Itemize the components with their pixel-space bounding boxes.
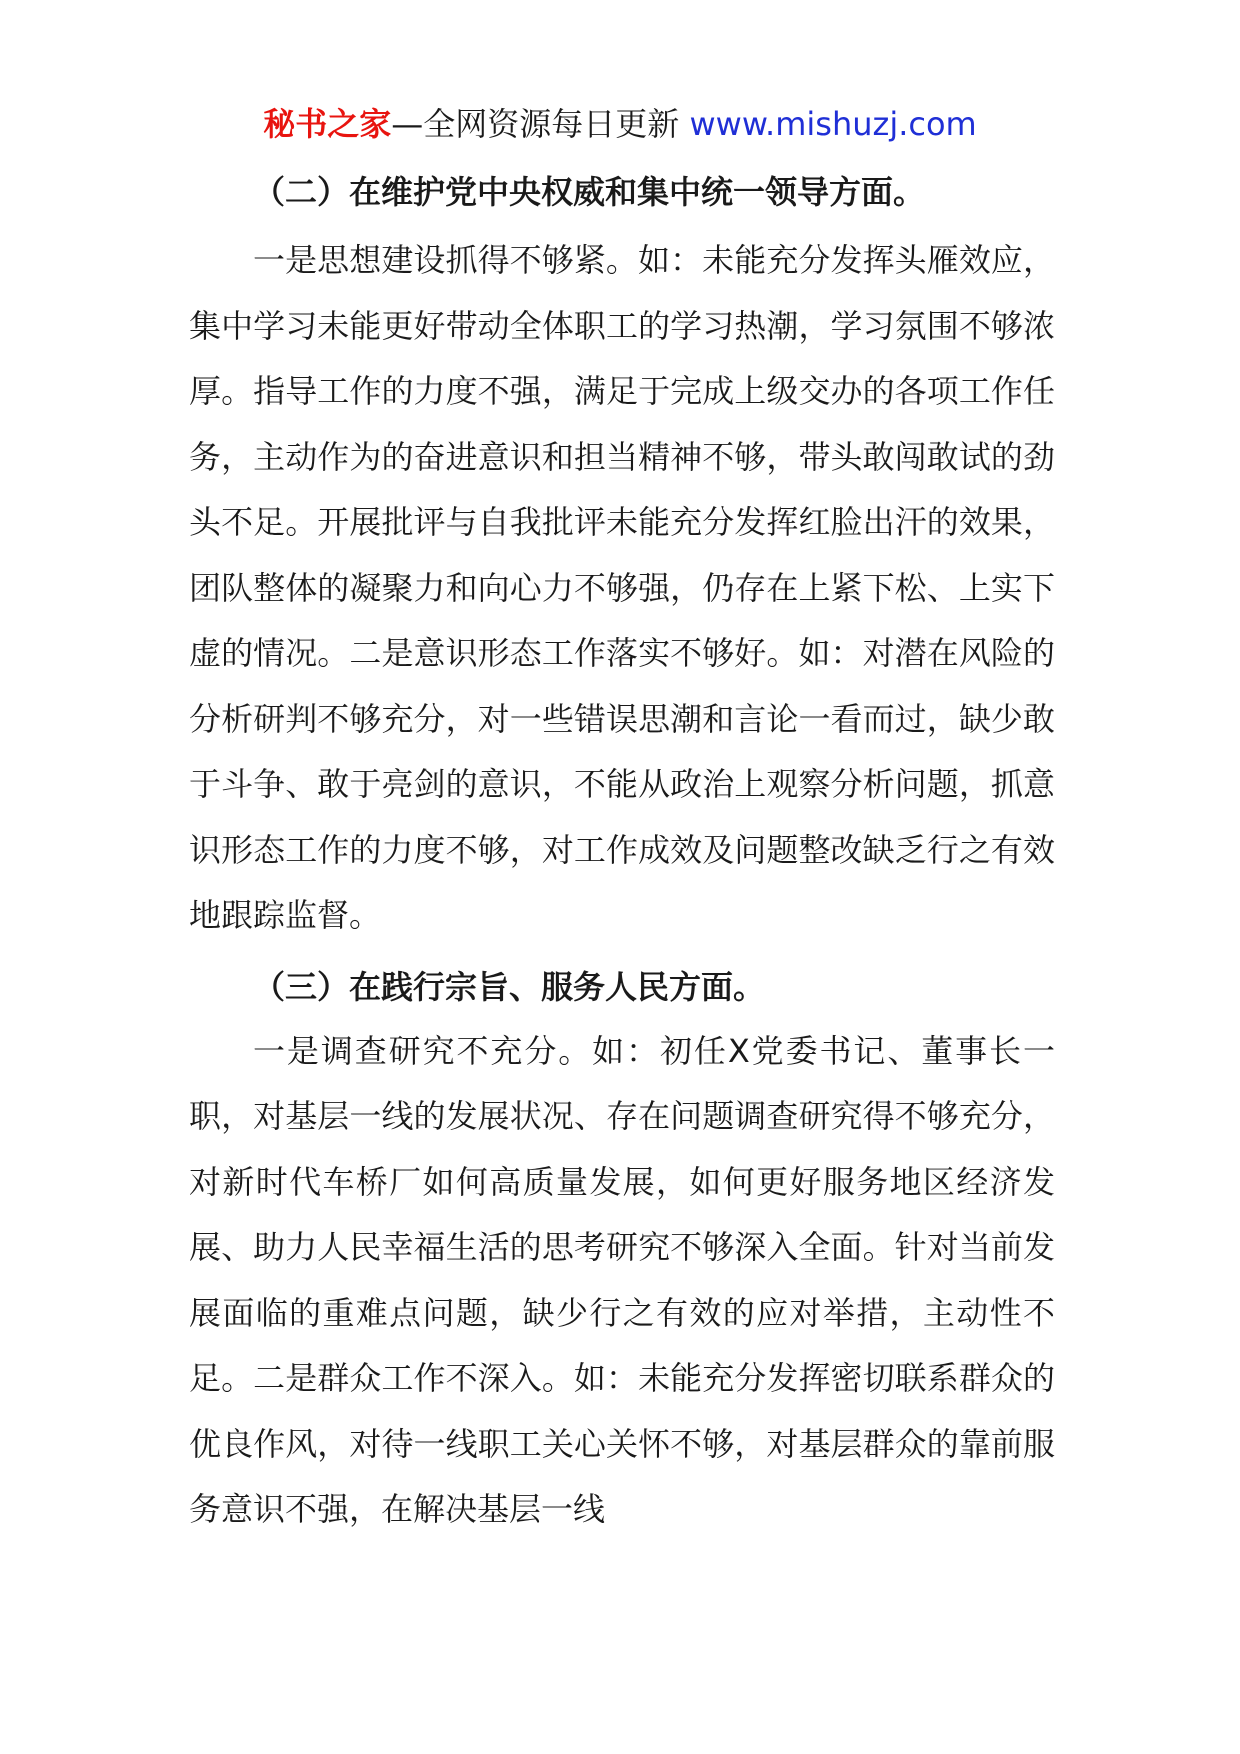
section-paragraph: 一是调查研究不充分。如：初任X党委书记、董事长一职，对基层一线的发展状况、存在问题调查研究得不够充分，对新时代车桥厂如何高质量发展，如何更好服务地区经济发展、助力人民幸福生活的思考研究不够深入全面。针对当前发展面临的重难点问题，缺少行之有效的应对举措，主动性不足。二是群众工作不深入。如：未能充分发挥密切联系群众的优良作风，对待一线职工关心关怀不够，对基层群众的靠前服务意识不强，在解决基层一线	[189, 1031, 1055, 1528]
site-url-link[interactable]: www.mishuzj.com	[689, 105, 977, 143]
header-tagline: —全网资源每日更新	[391, 105, 690, 143]
brand-name: 秘书之家	[263, 105, 392, 143]
section-heading: （三）在践行宗旨、服务人民方面。	[253, 967, 766, 1006]
section-paragraph: 一是思想建设抓得不够紧。如：未能充分发挥头雁效应，集中学习未能更好带动全体职工的学习热潮，学习氛围不够浓厚。指导工作的力度不强，满足于完成上级交办的各项工作任务，主动作为的奋进意识和担当精神不够，带头敢闯敢试的劲头不足。开展批评与自我批评未能充分发挥红脸出汗的效果，团队整体的凝聚力和向心力不够强，仍存在上紧下松、上实下虚的情况。二是意识形态工作落实不够好。如：对潜在风险的分析研判不够充分，对一些错误思潮和言论一看而过，缺少敢于斗争、敢于亮剑的意识，不能从政治上观察分析问题，抓意识形态工作的力度不够，对工作成效及问题整改缺乏行之有效地跟踪监督。	[189, 241, 1055, 934]
section-heading: （二）在维护党中央权威和集中统一领导方面。	[253, 173, 926, 211]
site-header	[0, 100, 1240, 148]
document-body	[189, 160, 1055, 1543]
